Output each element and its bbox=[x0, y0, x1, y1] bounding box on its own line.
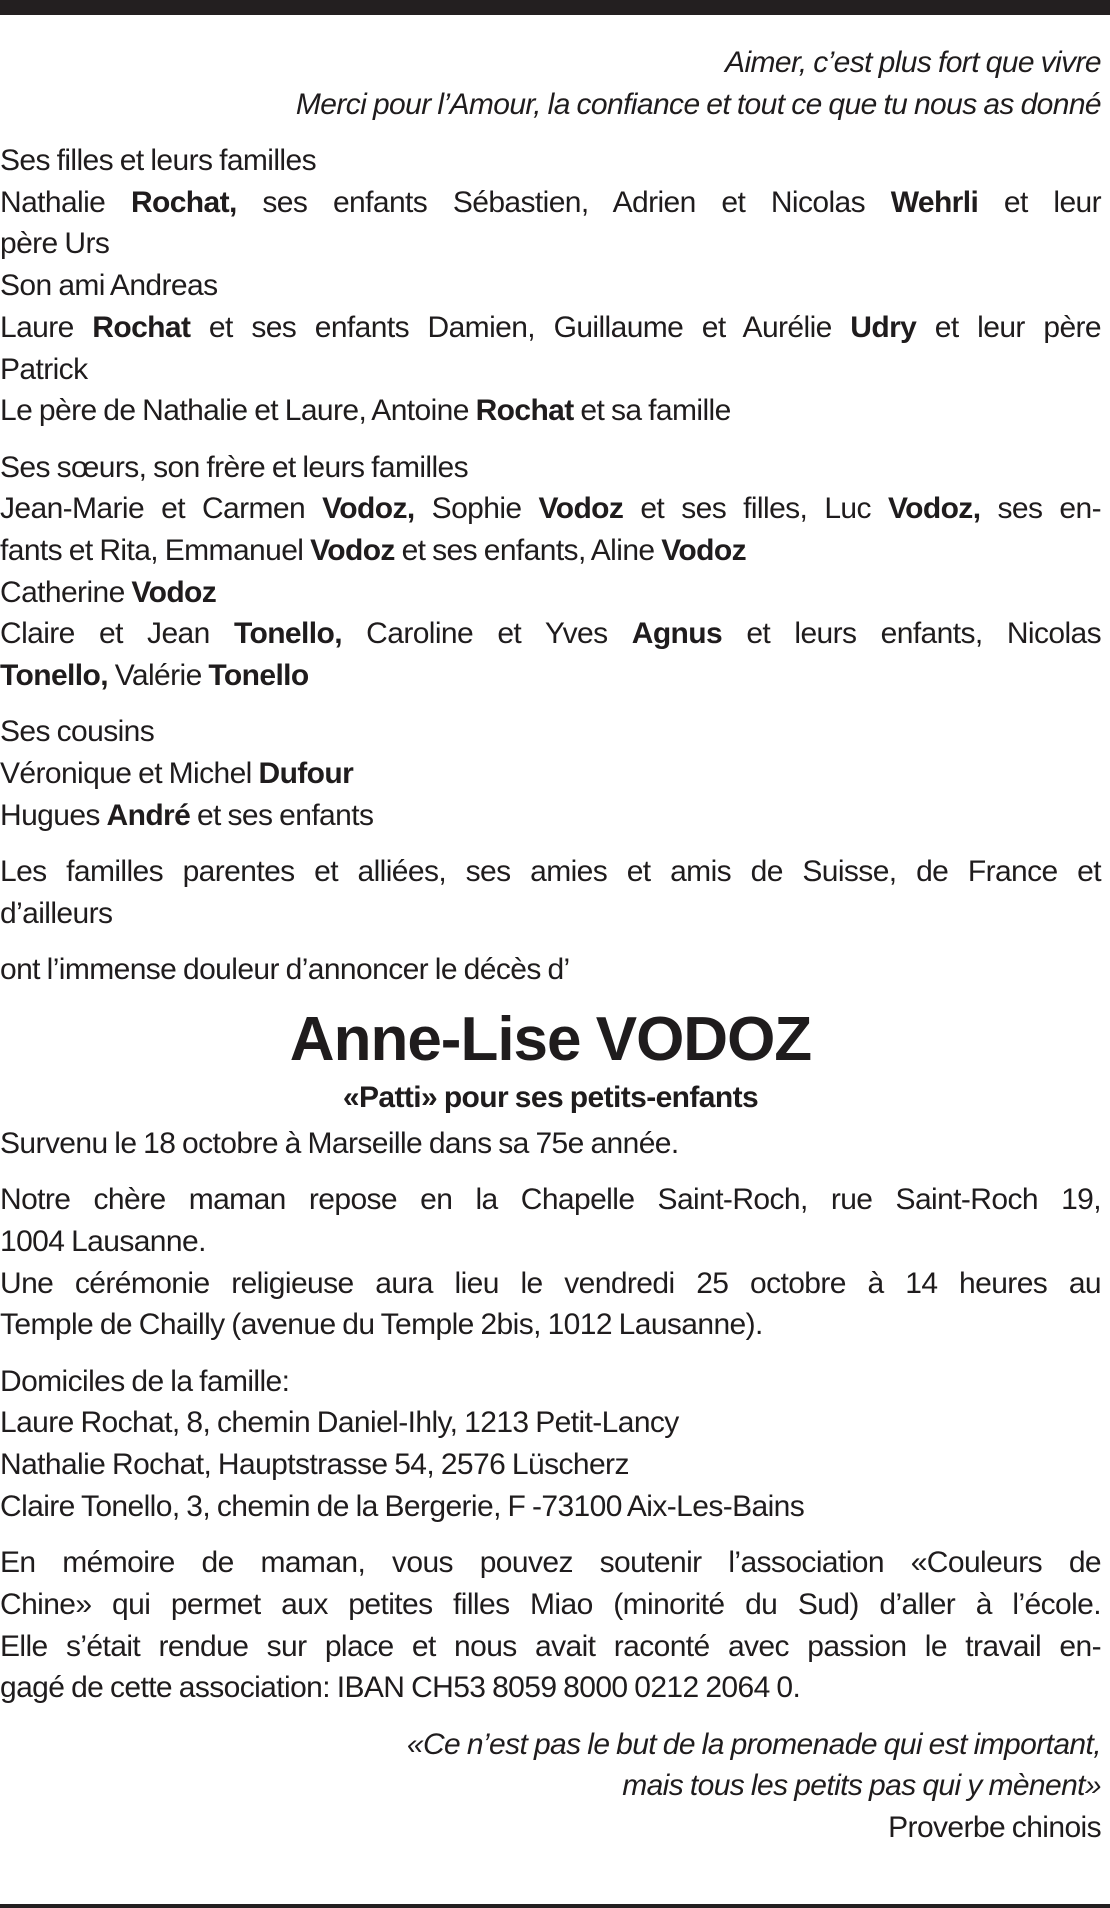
text-line bbox=[0, 1626, 1101, 1668]
text-line bbox=[0, 1807, 1101, 1849]
text-segment: «Ce n’est pas le but de la promenade qui est important, bbox=[406, 1727, 1101, 1761]
text-segment: fants et Rita, Emmanuel bbox=[0, 533, 311, 567]
paragraph bbox=[0, 447, 1101, 697]
text-line bbox=[0, 1005, 1101, 1075]
bold-surname: Vodoz bbox=[661, 533, 746, 567]
text-segment: Claire et Jean bbox=[0, 617, 234, 651]
bold-surname: Rochat, bbox=[130, 185, 237, 219]
text-segment: gagé de cette association: IBAN CH53 8059 8000 0212 2064 0. bbox=[0, 1671, 801, 1705]
text-segment: Laure bbox=[0, 310, 93, 344]
text-segment: Une cérémonie religieuse aura lieu le vendredi 25 octobre à 14 heures au bbox=[0, 1266, 1101, 1300]
text-line bbox=[0, 1584, 1101, 1626]
paragraph bbox=[0, 140, 1101, 432]
text-line bbox=[0, 223, 1101, 265]
text-segment: et leur bbox=[978, 185, 1102, 219]
text-line bbox=[0, 182, 1101, 224]
text-line bbox=[0, 1444, 1101, 1486]
bold-surname: Udry bbox=[850, 310, 917, 344]
text-segment: Sophie bbox=[414, 492, 539, 526]
text-line bbox=[0, 893, 1101, 935]
paragraph bbox=[0, 1361, 1101, 1528]
text-line bbox=[0, 753, 1101, 795]
obituary-notice bbox=[0, 42, 1101, 1863]
text-line bbox=[0, 851, 1101, 893]
text-segment: Hugues bbox=[0, 798, 107, 832]
text-segment: et sa famille bbox=[573, 394, 731, 428]
text-segment: Notre chère maman repose en la Chapelle Saint-Roch, rue Saint-Roch 19, bbox=[0, 1183, 1101, 1217]
text-line bbox=[0, 1304, 1101, 1346]
text-segment: mais tous les petits pas qui y mènent» bbox=[622, 1769, 1101, 1803]
bold-surname: Agnus bbox=[631, 617, 723, 651]
text-segment: En mémoire de maman, vous pouvez soutenir l’association «Couleurs de bbox=[0, 1546, 1101, 1580]
text-segment: ont l’immense douleur d’annoncer le décès d’ bbox=[0, 953, 570, 987]
text-segment: et ses enfants bbox=[190, 798, 374, 832]
bold-surname: Dufour bbox=[258, 757, 354, 791]
quote-block bbox=[0, 1724, 1101, 1849]
text-line bbox=[0, 307, 1101, 349]
text-segment: Ses filles et leurs familles bbox=[0, 144, 316, 177]
text-segment: et leurs enfants, Nicolas bbox=[722, 617, 1101, 651]
text-line bbox=[0, 1221, 1101, 1263]
text-line bbox=[0, 1486, 1101, 1528]
text-line bbox=[0, 1263, 1101, 1305]
text-line bbox=[0, 42, 1101, 84]
text-segment: Elle s’était rendue sur place et nous avait raconté avec passion le travail en- bbox=[0, 1629, 1101, 1663]
text-segment: Valérie bbox=[107, 659, 209, 693]
text-line bbox=[0, 1361, 1101, 1403]
paragraph bbox=[0, 1123, 1101, 1165]
text-segment: père Urs bbox=[0, 227, 110, 261]
text-segment: et ses enfants Damien, Guillaume et Aurélie bbox=[190, 310, 851, 344]
text-segment: 1004 Lausanne. bbox=[0, 1225, 206, 1259]
bold-surname: Rochat bbox=[475, 394, 574, 428]
paragraph bbox=[0, 851, 1101, 934]
text-line bbox=[0, 390, 1101, 432]
paragraph bbox=[0, 1179, 1101, 1346]
text-line bbox=[0, 613, 1101, 655]
paragraph bbox=[0, 1542, 1101, 1709]
bold-surname: André bbox=[106, 798, 191, 832]
bold-surname: Vodoz bbox=[310, 533, 395, 567]
text-line bbox=[0, 447, 1101, 489]
text-segment: Laure Rochat, 8, chemin Daniel-Ihly, 1213 Petit-Lancy bbox=[0, 1406, 679, 1440]
text-segment: Aimer, c’est plus fort que vivre bbox=[725, 46, 1101, 79]
bold-surname: Rochat bbox=[92, 310, 191, 344]
text-segment: Son ami Andreas bbox=[0, 269, 218, 303]
text-line bbox=[0, 84, 1101, 126]
text-segment: Ses sœurs, son frère et leurs familles bbox=[0, 450, 469, 484]
text-segment: et ses filles, Luc bbox=[623, 492, 888, 526]
text-line bbox=[0, 572, 1101, 614]
bold-surname: Tonello, bbox=[0, 659, 108, 693]
bold-surname: Tonello bbox=[208, 659, 309, 693]
text-line bbox=[0, 795, 1101, 837]
bold-surname: Tonello, bbox=[233, 617, 342, 651]
text-segment: Véronique et Michel bbox=[0, 757, 259, 791]
text-segment: et ses enfants, Aline bbox=[394, 533, 662, 567]
text-line bbox=[0, 1765, 1101, 1807]
text-line bbox=[0, 1667, 1101, 1709]
text-segment: Nathalie bbox=[0, 185, 131, 219]
bottom-border-bar bbox=[0, 1904, 1110, 1908]
paragraph bbox=[0, 949, 1101, 991]
nickname-subtitle bbox=[0, 1077, 1101, 1119]
text-line bbox=[0, 1724, 1101, 1766]
bold-surname: Anne-Lise VODOZ bbox=[289, 1005, 812, 1075]
text-line bbox=[0, 1179, 1101, 1221]
text-segment: Le père de Nathalie et Laure, Antoine bbox=[0, 394, 476, 428]
text-segment: Proverbe chinois bbox=[888, 1810, 1101, 1844]
text-segment: Claire Tonello, 3, chemin de la Bergerie, F -73100 Aix-Les-Bains bbox=[0, 1489, 805, 1523]
bold-surname: Vodoz, bbox=[322, 492, 415, 526]
text-segment: Les familles parentes et alliées, ses amies et amis de Suisse, de France et bbox=[0, 855, 1101, 889]
text-line bbox=[0, 349, 1101, 391]
text-line bbox=[0, 1402, 1101, 1444]
text-line bbox=[0, 488, 1101, 530]
text-segment: Domiciles de la famille: bbox=[0, 1364, 290, 1398]
text-segment: Jean-Marie et Carmen bbox=[0, 492, 323, 526]
text-line bbox=[0, 1542, 1101, 1584]
text-line bbox=[0, 1123, 1101, 1165]
text-segment: Catherine bbox=[0, 575, 132, 609]
text-line bbox=[0, 949, 1101, 991]
paragraph bbox=[0, 711, 1101, 836]
top-border-bar bbox=[0, 0, 1110, 15]
text-line bbox=[0, 711, 1101, 753]
text-segment: Patrick bbox=[0, 352, 88, 386]
text-line bbox=[0, 655, 1101, 697]
text-segment: ses en- bbox=[980, 492, 1101, 526]
text-segment: Nathalie Rochat, Hauptstrasse 54, 2576 Lüscherz bbox=[0, 1448, 629, 1482]
text-segment: et leur père bbox=[916, 310, 1101, 344]
text-line bbox=[0, 265, 1101, 307]
deceased-name bbox=[0, 1005, 1101, 1075]
bold-surname: Vodoz bbox=[538, 492, 624, 526]
text-segment: Survenu le 18 octobre à Marseille dans sa 75e année. bbox=[0, 1127, 679, 1161]
text-segment: Chine» qui permet aux petites filles Miao (minorité du Sud) d’aller à l’école. bbox=[0, 1587, 1101, 1621]
text-segment: Ses cousins bbox=[0, 715, 155, 749]
text-segment: Caroline et Yves bbox=[341, 617, 632, 651]
text-segment: d’ailleurs bbox=[0, 896, 113, 930]
text-line bbox=[0, 140, 1101, 182]
text-segment: ses enfants Sébastien, Adrien et Nicolas bbox=[236, 185, 891, 219]
text-segment: Merci pour l’Amour, la confiance et tout ce que tu nous as donné bbox=[295, 87, 1101, 121]
text-line bbox=[0, 1077, 1101, 1119]
bold-surname: Vodoz, bbox=[887, 492, 981, 526]
text-segment: Temple de Chailly (avenue du Temple 2bis, 1012 Lausanne). bbox=[0, 1308, 763, 1342]
bold-surname: Vodoz bbox=[131, 575, 217, 609]
quote-block bbox=[0, 42, 1101, 125]
text-line bbox=[0, 530, 1101, 572]
bold-surname: «Patti» pour ses petits-enfants bbox=[342, 1081, 759, 1115]
bold-surname: Wehrli bbox=[890, 185, 979, 219]
